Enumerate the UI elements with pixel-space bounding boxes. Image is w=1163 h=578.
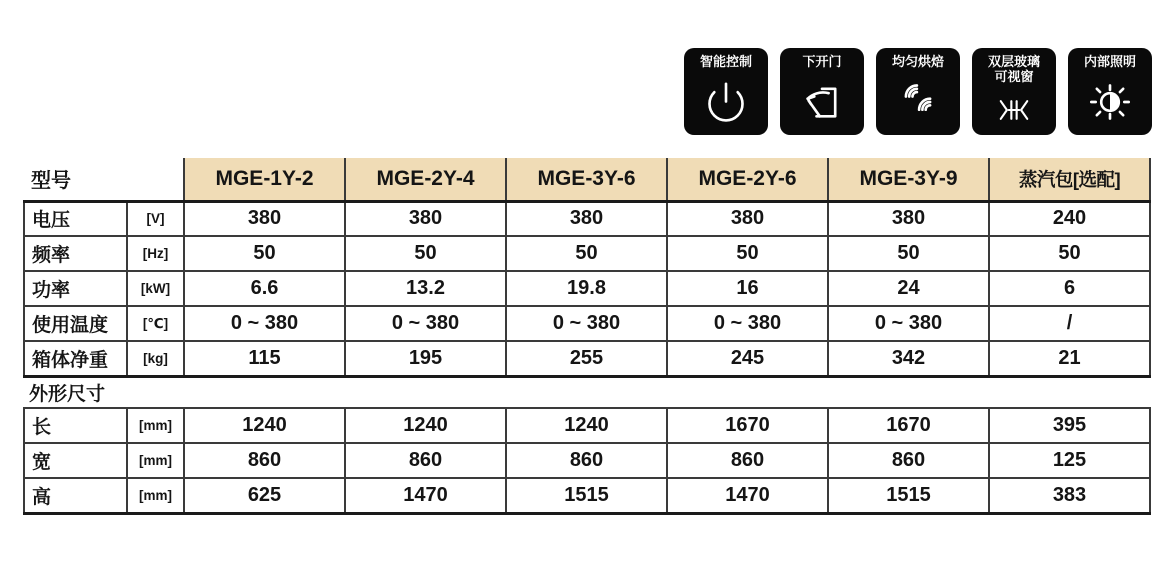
model-header-label: 型号 bbox=[24, 158, 184, 201]
table-row bbox=[24, 271, 1150, 306]
cell-value: 24 bbox=[828, 271, 989, 306]
row-label: 箱体净重 bbox=[24, 341, 127, 376]
cell-value: 0 ~ 380 bbox=[345, 306, 506, 341]
cell-value: 50 bbox=[184, 236, 345, 271]
cell-value: 125 bbox=[989, 443, 1150, 478]
cell-value: / bbox=[989, 306, 1150, 341]
badge-label: 双层玻璃可视窗 bbox=[987, 54, 1040, 84]
cell-value: 342 bbox=[828, 341, 989, 376]
double-glass-window-icon bbox=[994, 84, 1034, 135]
row-unit: [mm] bbox=[127, 408, 184, 443]
cell-value: 1240 bbox=[184, 408, 345, 443]
model-column-header: 蒸汽包[选配] bbox=[989, 158, 1150, 201]
model-column-header: MGE-3Y-9 bbox=[828, 158, 989, 201]
cell-value: 245 bbox=[667, 341, 828, 376]
cell-value: 625 bbox=[184, 478, 345, 513]
cell-value: 380 bbox=[828, 201, 989, 236]
cell-value: 1670 bbox=[667, 408, 828, 443]
cell-value: 21 bbox=[989, 341, 1150, 376]
cell-value: 16 bbox=[667, 271, 828, 306]
cell-value: 1515 bbox=[506, 478, 667, 513]
cell-value: 240 bbox=[989, 201, 1150, 236]
model-column-header: MGE-2Y-4 bbox=[345, 158, 506, 201]
cell-value: 195 bbox=[345, 341, 506, 376]
cell-value: 395 bbox=[989, 408, 1150, 443]
row-label: 宽 bbox=[24, 443, 127, 478]
cell-value: 6.6 bbox=[184, 271, 345, 306]
badge-label: 下开门 bbox=[802, 54, 842, 69]
cell-value: 13.2 bbox=[345, 271, 506, 306]
cell-value: 115 bbox=[184, 341, 345, 376]
cell-value: 0 ~ 380 bbox=[667, 306, 828, 341]
table-row bbox=[24, 236, 1150, 271]
cell-value: 6 bbox=[989, 271, 1150, 306]
badge-even-baking bbox=[876, 48, 960, 135]
cell-value: 0 ~ 380 bbox=[506, 306, 667, 341]
row-unit: [℃] bbox=[127, 306, 184, 341]
row-label: 高 bbox=[24, 478, 127, 513]
table-row bbox=[24, 306, 1150, 341]
power-icon bbox=[704, 70, 748, 135]
cell-value: 255 bbox=[506, 341, 667, 376]
row-label: 使用温度 bbox=[24, 306, 127, 341]
cell-value: 1240 bbox=[506, 408, 667, 443]
section-row bbox=[24, 376, 1150, 408]
cell-value: 380 bbox=[667, 201, 828, 236]
badge-smart-control bbox=[684, 48, 768, 135]
row-unit: [mm] bbox=[127, 443, 184, 478]
cell-value: 1470 bbox=[667, 478, 828, 513]
cell-value: 1515 bbox=[828, 478, 989, 513]
cell-value: 380 bbox=[345, 201, 506, 236]
cell-value: 1470 bbox=[345, 478, 506, 513]
cell-value: 50 bbox=[989, 236, 1150, 271]
cell-value: 860 bbox=[184, 443, 345, 478]
row-unit: [V] bbox=[127, 201, 184, 236]
cell-value: 860 bbox=[506, 443, 667, 478]
section-label: 外形尺寸 bbox=[24, 376, 1150, 408]
row-label: 频率 bbox=[24, 236, 127, 271]
cell-value: 50 bbox=[667, 236, 828, 271]
cell-value: 1240 bbox=[345, 408, 506, 443]
model-header-row bbox=[24, 158, 1150, 201]
row-unit: [Hz] bbox=[127, 236, 184, 271]
feature-badges bbox=[684, 48, 1152, 135]
badge-double-glass-window bbox=[972, 48, 1056, 135]
row-label: 电压 bbox=[24, 201, 127, 236]
badge-door-open-down bbox=[780, 48, 864, 135]
cell-value: 0 ~ 380 bbox=[184, 306, 345, 341]
badge-label: 智能控制 bbox=[699, 54, 752, 69]
table-row bbox=[24, 201, 1150, 236]
row-label: 长 bbox=[24, 408, 127, 443]
badge-label: 内部照明 bbox=[1083, 54, 1136, 69]
cell-value: 50 bbox=[828, 236, 989, 271]
table-row bbox=[24, 341, 1150, 376]
spec-table bbox=[23, 158, 1151, 515]
cell-value: 19.8 bbox=[506, 271, 667, 306]
model-column-header: MGE-3Y-6 bbox=[506, 158, 667, 201]
cell-value: 1670 bbox=[828, 408, 989, 443]
badge-label: 均匀烘焙 bbox=[891, 54, 944, 69]
cell-value: 860 bbox=[828, 443, 989, 478]
door-open-down-icon bbox=[800, 70, 844, 135]
table-row bbox=[24, 478, 1150, 513]
cell-value: 383 bbox=[989, 478, 1150, 513]
cell-value: 0 ~ 380 bbox=[828, 306, 989, 341]
heat-waves-icon bbox=[896, 70, 940, 135]
cell-value: 380 bbox=[506, 201, 667, 236]
row-unit: [mm] bbox=[127, 478, 184, 513]
model-column-header: MGE-2Y-6 bbox=[667, 158, 828, 201]
row-label: 功率 bbox=[24, 271, 127, 306]
cell-value: 50 bbox=[345, 236, 506, 271]
model-column-header: MGE-1Y-2 bbox=[184, 158, 345, 201]
cell-value: 380 bbox=[184, 201, 345, 236]
row-unit: [kg] bbox=[127, 341, 184, 376]
table-row bbox=[24, 443, 1150, 478]
cell-value: 860 bbox=[345, 443, 506, 478]
badge-interior-lighting bbox=[1068, 48, 1152, 135]
cell-value: 50 bbox=[506, 236, 667, 271]
cell-value: 860 bbox=[667, 443, 828, 478]
row-unit: [kW] bbox=[127, 271, 184, 306]
table-row bbox=[24, 408, 1150, 443]
interior-light-icon bbox=[1088, 70, 1132, 135]
